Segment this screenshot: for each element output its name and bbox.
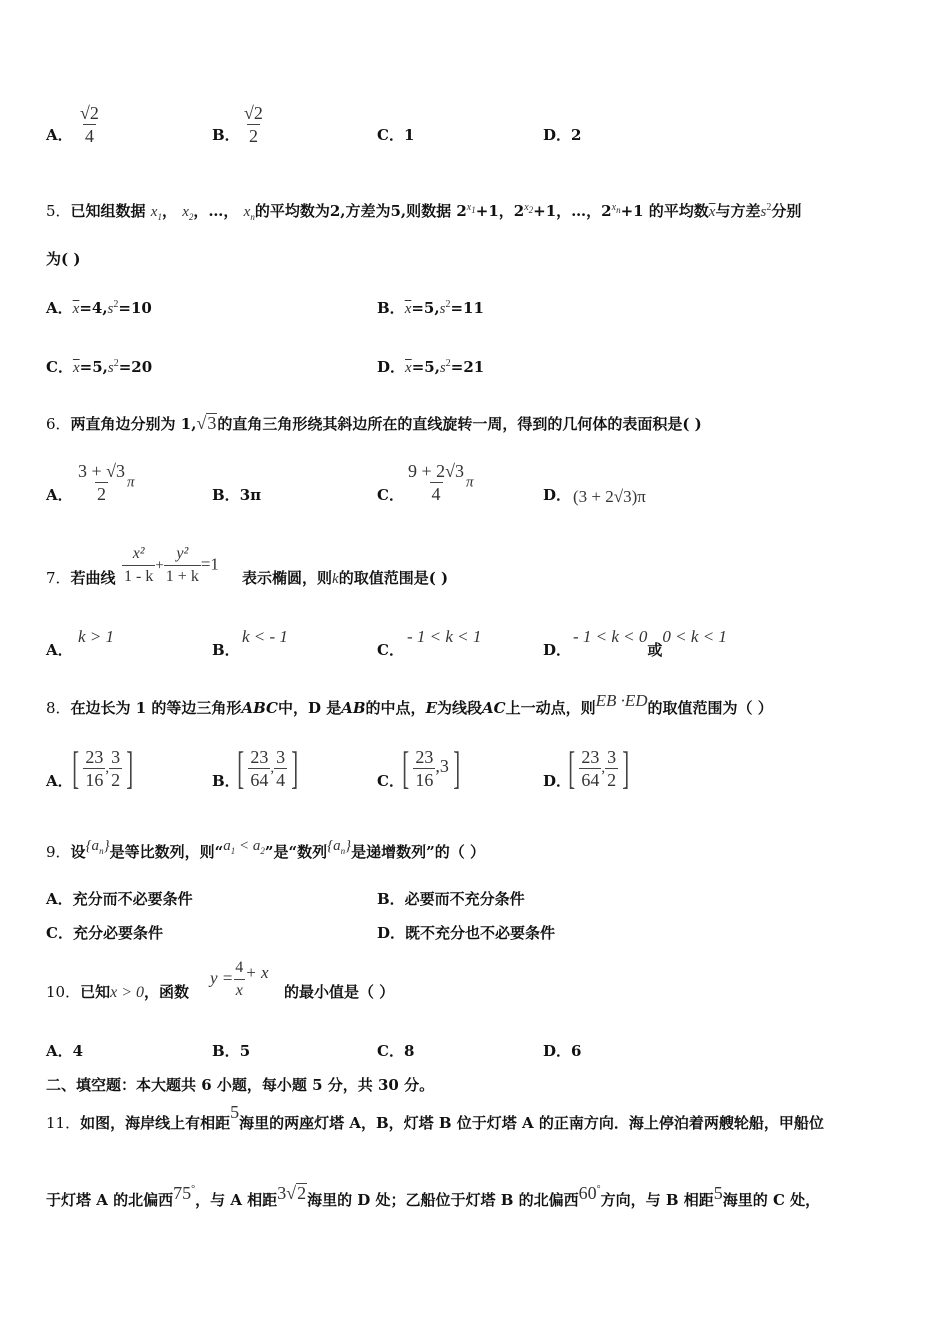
q7-option-b-label: B． [212, 641, 240, 659]
q8-option-b-value: [ $\frac{23}{64}$ , $\frac{3}{4}$ ] [237, 742, 299, 793]
q7-ellipse-equation: $\frac{\text{x²}}{1 - k}$ + $\frac{\text{y²}}{1 + k}$ =1 [122, 543, 219, 588]
q5-option-c: C．$\overline{x}=5,s^2=20$ [46, 358, 153, 376]
q7-option-c-label: C． [377, 641, 404, 659]
section-heading: 二、填空题：本大题共 6 小题，每小题 5 分，共 30 分。 [46, 1076, 435, 1094]
q9-option-d: D．既不充分也不必要条件 [377, 924, 556, 942]
q9-stem: 9．设$\{a_n\}$是等比数列，则“$a_1 < a_2$”是“数列$\{a_n\}$是递增数列”的（ ） [46, 838, 485, 861]
q9-option-b: B．必要而不充分条件 [377, 890, 525, 908]
q8-option-c-value: [ $\frac{23}{16}$ ,3] [402, 742, 460, 793]
fraction-denominator: 4 [84, 126, 94, 146]
q6-option-b: B．3π [212, 486, 262, 504]
q5-option-d: D．$\overline{x}=5,s^2=21$ [377, 358, 485, 376]
q5-stem-line2: 为( ) [46, 250, 81, 268]
q6-option-a-value: $\frac{3 + √3}{2}$ π [78, 461, 135, 504]
q7-option-a-value: k > 1 [78, 627, 115, 646]
q7-stem-suffix: 表示椭圆，则k的取值范围是( ) [242, 569, 449, 587]
q7-stem-prefix: 7．若曲线 [46, 569, 116, 587]
q10-option-a: A．4 [46, 1042, 84, 1060]
q6-option-c-value: $\frac{9 + 2√3}{4}$ π [408, 461, 474, 504]
q8-option-b-label: B． [212, 772, 240, 790]
q10-function: y = $\frac{4}{x}$ + x [210, 957, 269, 1002]
q4-option-c: C．1 [377, 126, 415, 144]
q6-option-a-label: A． [46, 486, 73, 504]
q8-option-a-label: A． [46, 772, 73, 790]
fraction-numerator: √2 [80, 103, 99, 123]
q8-option-a-value: [ $\frac{23}{16}$ , $\frac{3}{2}$ ] [72, 742, 134, 793]
q10-stem-suffix: 的最小值是（ ） [284, 983, 395, 1001]
q8-option-c-label: C． [377, 772, 404, 790]
q11-stem-line1: 11．如图，海岸线上有相距5海里的两座灯塔 A，B，灯塔 B 位于灯塔 A 的正南方向．海上停泊着两艘轮船，甲船位 [46, 1102, 824, 1132]
q6-stem: 6．两直角边分别为 1,√3的直角三角形绕其斜边所在的直线旋转一周，得到的几何体的表面积是( ) [46, 413, 702, 433]
q6-option-d-value: (3 + 2√3)π [573, 487, 646, 506]
q10-option-d: D．6 [543, 1042, 582, 1060]
q7-option-c-value: - 1 < k < 1 [407, 627, 482, 646]
q7-option-d-value: - 1 < k < 0或0 < k < 1 [573, 627, 727, 659]
q11-stem-line2: 于灯塔 A 的北偏西75°，与 A 相距3√2海里的 D 处；乙船位于灯塔 B 的北偏西60°方向，与 B 相距5海里的 C 处， [46, 1183, 821, 1209]
q4-option-d: D．2 [543, 126, 582, 144]
q4-option-b-value [242, 102, 265, 147]
q5-option-a: A．$\overline{x}=4,s^2=10$ [46, 299, 152, 317]
q8-stem: 8．在边长为 1 的等边三角形ABC中，D 是AB的中点，E为线段AC上一动点，则EB ·ED的取值范围为（ ） [46, 691, 773, 717]
q9-option-c: C．充分必要条件 [46, 924, 163, 942]
q8-option-d-value: [ $\frac{23}{64}$ , $\frac{3}{2}$ ] [568, 742, 630, 793]
q4-option-a-value [78, 102, 101, 147]
fraction-denominator: 2 [248, 126, 258, 146]
q9-option-a: A．充分而不必要条件 [46, 890, 193, 908]
q5-option-b: B．$\overline{x}=5,s^2=11$ [377, 299, 484, 317]
q7-option-d-label: D． [543, 641, 572, 659]
q10-option-c: C．8 [377, 1042, 415, 1060]
q4-option-b-label: B． [212, 126, 240, 144]
fraction-numerator: √2 [244, 103, 263, 123]
q5-stem-line1: 5．已知组数据 $x_1$， $x_2$，…， $x_n$的平均数为2,方差为5,则数据 $2^{x_1}+1$，$2^{x_2}+1$，…，$2^{x_n}+1$ 的平均数$\overline{x}$与方差$s^2$分别 [46, 202, 802, 222]
q8-option-d-label: D． [543, 772, 572, 790]
q6-option-d-label: D． [543, 486, 572, 504]
q10-stem-prefix: 10．已知x > 0，函数 [46, 983, 190, 1001]
q4-option-a-label: A． [46, 126, 73, 144]
q6-option-c-label: C． [377, 486, 404, 504]
q7-option-b-value: k < - 1 [242, 627, 288, 646]
q10-option-b: B．5 [212, 1042, 251, 1060]
q7-option-a-label: A． [46, 641, 73, 659]
